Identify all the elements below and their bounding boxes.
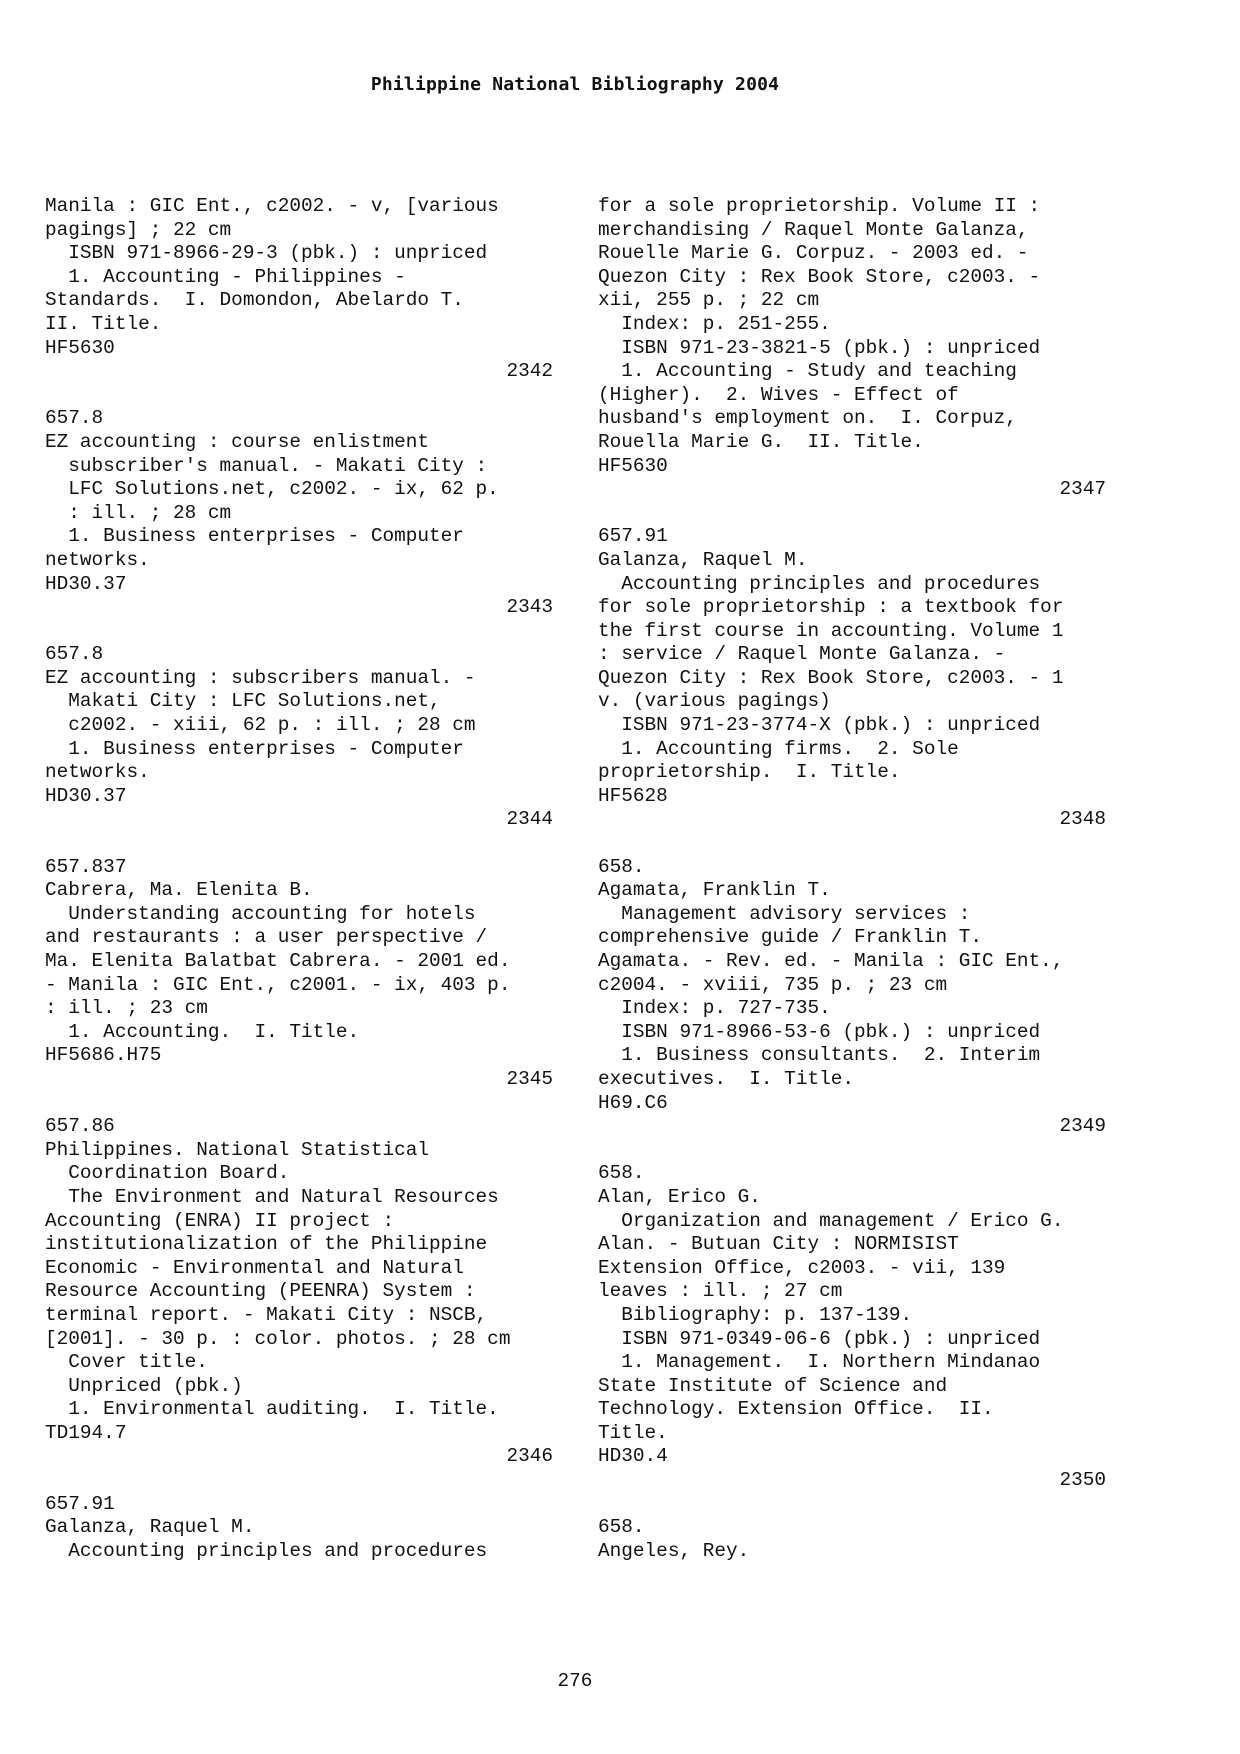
entry-line: Galanza, Raquel M. — [45, 1516, 255, 1539]
entry-line: pagings] ; 22 cm — [45, 218, 232, 241]
entry-line: HF5628 — [598, 784, 668, 807]
bibliography-entry — [45, 195, 565, 407]
bibliography-entry — [598, 195, 1118, 525]
entry-line: Unpriced (pbk.) — [45, 1374, 243, 1397]
entry-line: for a sole proprietorship. Volume II : — [598, 195, 1041, 217]
entry-line: Manila : GIC Ent., c2002. - v, [various — [45, 195, 499, 217]
entry-line: Extension Office, c2003. - vii, 139 — [598, 1256, 1006, 1279]
entry-line: The Environment and Natural Resources — [45, 1185, 499, 1208]
entry-line: 658. — [598, 1516, 645, 1539]
entry-line: Cover title. — [45, 1351, 208, 1374]
bibliography-entry — [598, 525, 1118, 855]
entry-line: Rouelle Marie G. Corpuz. - 2003 ed. - — [598, 242, 1029, 265]
entry-line: leaves : ill. ; 27 cm — [598, 1280, 843, 1303]
entry-spacer — [45, 832, 565, 856]
entry-line: ISBN 971-23-3774-X (pbk.) : unpriced — [598, 714, 1041, 737]
entry-line: networks. — [45, 548, 150, 571]
entry-line: HF5630 — [598, 454, 668, 477]
entry-line: and restaurants : a user perspective / — [45, 926, 488, 949]
entry-number: 2346 — [506, 1445, 553, 1468]
entry-line: Makati City : LFC Solutions.net, — [45, 690, 441, 713]
entry-line: 1. Accounting. I. Title. — [45, 1020, 360, 1043]
entry-line: 1. Business enterprises - Computer — [45, 525, 464, 548]
entry-line: 657.91 — [45, 1492, 115, 1515]
entry-line: Alan. - Butuan City : NORMISIST — [598, 1233, 959, 1256]
entry-line: - Manila : GIC Ent., c2001. - ix, 403 p. — [45, 973, 511, 996]
entry-line: Management advisory services : — [598, 902, 971, 925]
entry-line: Index: p. 251-255. — [598, 312, 831, 335]
bibliography-entry — [598, 856, 1118, 1163]
entry-line: 1. Business enterprises - Computer — [45, 737, 464, 760]
entry-line: LFC Solutions.net, c2002. - ix, 62 p. — [45, 478, 499, 501]
entry-line: Title. — [598, 1421, 668, 1444]
entry-line: Coordination Board. — [45, 1162, 290, 1185]
entry-line: ISBN 971-23-3821-5 (pbk.) : unpriced — [598, 336, 1041, 359]
entry-line: HD30.4 — [598, 1445, 668, 1468]
entry-line: 657.8 — [45, 407, 104, 430]
entry-line: II. Title. — [45, 312, 162, 335]
entry-line: ISBN 971-8966-53-6 (pbk.) : unpriced — [598, 1020, 1041, 1043]
entry-number: 2345 — [506, 1067, 553, 1090]
entry-number: 2348 — [1059, 808, 1106, 831]
entry-line: executives. I. Title. — [598, 1067, 854, 1090]
entry-line: 658. — [598, 855, 645, 878]
bibliography-entry — [45, 1493, 565, 1564]
entry-line: Galanza, Raquel M. — [598, 548, 808, 571]
entry-line: Quezon City : Rex Book Store, c2003. - 1 — [598, 666, 1064, 689]
entry-line: EZ accounting : subscribers manual. - — [45, 666, 476, 689]
entry-line: HF5686.H75 — [45, 1044, 162, 1067]
entry-line: Agamata. - Rev. ed. - Manila : GIC Ent., — [598, 950, 1064, 972]
entry-line: v. (various pagings) — [598, 690, 831, 713]
entry-line: Organization and management / Erico G. — [598, 1209, 1064, 1232]
entry-line: Accounting principles and procedures — [598, 572, 1041, 595]
page-number: 276 — [557, 1670, 593, 1692]
entry-line: Philippines. National Statistical — [45, 1138, 429, 1161]
entry-line: ISBN 971-0349-06-6 (pbk.) : unpriced — [598, 1327, 1041, 1350]
entry-line: Standards. I. Domondon, Abelardo T. — [45, 289, 464, 312]
bibliography-entry — [45, 407, 565, 643]
entry-line: c2002. - xiii, 62 p. : ill. ; 28 cm — [45, 714, 476, 737]
entry-line: Alan, Erico G. — [598, 1185, 761, 1208]
entry-line: Angeles, Rey. — [598, 1539, 750, 1562]
entry-line: Accounting (ENRA) II project : — [45, 1209, 395, 1232]
entry-line: 657.86 — [45, 1115, 115, 1138]
entry-line: HD30.37 — [45, 784, 127, 807]
bibliography-entry — [45, 1115, 565, 1493]
entry-line: HF5630 — [45, 336, 115, 359]
entry-line: subscriber's manual. - Makati City : — [45, 454, 488, 477]
right-column — [598, 195, 1118, 1563]
entry-spacer — [598, 832, 1118, 856]
entry-line: husband's employment on. I. Corpuz, — [598, 407, 1017, 430]
entry-number: 2347 — [1059, 478, 1106, 501]
entry-spacer — [598, 1493, 1118, 1517]
entry-line: 658. — [598, 1162, 645, 1185]
bibliography-entry — [598, 1516, 1118, 1563]
entry-spacer — [598, 502, 1118, 526]
bibliography-entry — [45, 643, 565, 855]
entry-line: EZ accounting : course enlistment — [45, 430, 429, 453]
entry-line: institutionalization of the Philippine — [45, 1233, 488, 1256]
entry-line: Technology. Extension Office. II. — [598, 1398, 994, 1421]
entry-line: Resource Accounting (PEENRA) System : — [45, 1280, 476, 1303]
entry-line: : ill. ; 28 cm — [45, 501, 232, 524]
entry-line: Ma. Elenita Balatbat Cabrera. - 2001 ed. — [45, 950, 511, 972]
entry-line: State Institute of Science and — [598, 1374, 948, 1397]
entry-line: 1. Accounting - Study and teaching — [598, 360, 1017, 383]
page-title: Philippine National Bibliography 2004 — [370, 74, 780, 95]
entry-line: 1. Business consultants. 2. Interim — [598, 1044, 1041, 1067]
entry-line: comprehensive guide / Franklin T. — [598, 926, 982, 949]
entry-line: ISBN 971-8966-29-3 (pbk.) : unpriced — [45, 242, 488, 265]
entry-line: Quezon City : Rex Book Store, c2003. - — [598, 265, 1041, 288]
entry-line: Economic - Environmental and Natural — [45, 1256, 464, 1279]
entry-line: 1. Accounting firms. 2. Sole — [598, 737, 959, 760]
entry-number: 2342 — [506, 360, 553, 383]
entry-line: for sole proprietorship : a textbook for — [598, 596, 1064, 619]
entry-line: 657.837 — [45, 855, 127, 878]
entry-line: Index: p. 727-735. — [598, 997, 831, 1020]
entry-spacer — [45, 1092, 565, 1116]
entry-line: proprietorship. I. Title. — [598, 761, 901, 784]
entry-line: TD194.7 — [45, 1421, 127, 1444]
entry-line: 657.91 — [598, 525, 668, 548]
entry-line: HD30.37 — [45, 572, 127, 595]
bibliography-entry — [45, 856, 565, 1116]
entry-line: Cabrera, Ma. Elenita B. — [45, 879, 313, 902]
entry-number: 2349 — [1059, 1115, 1106, 1138]
entry-line: 1. Management. I. Northern Mindanao — [598, 1351, 1041, 1374]
entry-line: Accounting principles and procedures — [45, 1539, 488, 1562]
entry-line: Rouella Marie G. II. Title. — [598, 430, 924, 453]
entry-line: (Higher). 2. Wives - Effect of — [598, 383, 959, 406]
entry-line: H69.C6 — [598, 1091, 668, 1114]
entry-line: 1. Accounting - Philippines - — [45, 265, 406, 288]
entry-spacer — [45, 1469, 565, 1493]
entry-line: Bibliography: p. 137-139. — [598, 1303, 913, 1326]
left-column — [45, 195, 565, 1563]
entry-line: : service / Raquel Monte Galanza. - — [598, 643, 1006, 666]
entry-line: the first course in accounting. Volume 1 — [598, 619, 1064, 642]
entry-line: Understanding accounting for hotels — [45, 902, 476, 925]
entry-line: : ill. ; 23 cm — [45, 997, 208, 1020]
entry-number: 2343 — [506, 596, 553, 619]
entry-line: networks. — [45, 761, 150, 784]
entry-line: c2004. - xviii, 735 p. ; 23 cm — [598, 973, 948, 996]
entry-line: [2001]. - 30 p. : color. photos. ; 28 cm — [45, 1327, 511, 1350]
entry-line: merchandising / Raquel Monte Galanza, — [598, 218, 1029, 241]
entry-number: 2344 — [506, 808, 553, 831]
entry-line: 1. Environmental auditing. I. Title. — [45, 1398, 499, 1421]
entry-line: Agamata, Franklin T. — [598, 879, 831, 902]
entry-line: 657.8 — [45, 643, 104, 666]
entry-line: xii, 255 p. ; 22 cm — [598, 289, 820, 312]
entry-line: terminal report. - Makati City : NSCB, — [45, 1303, 488, 1326]
bibliography-entry — [598, 1162, 1118, 1516]
entry-spacer — [45, 620, 565, 644]
entry-spacer — [598, 1139, 1118, 1163]
entry-spacer — [45, 384, 565, 408]
entry-number: 2350 — [1059, 1469, 1106, 1492]
